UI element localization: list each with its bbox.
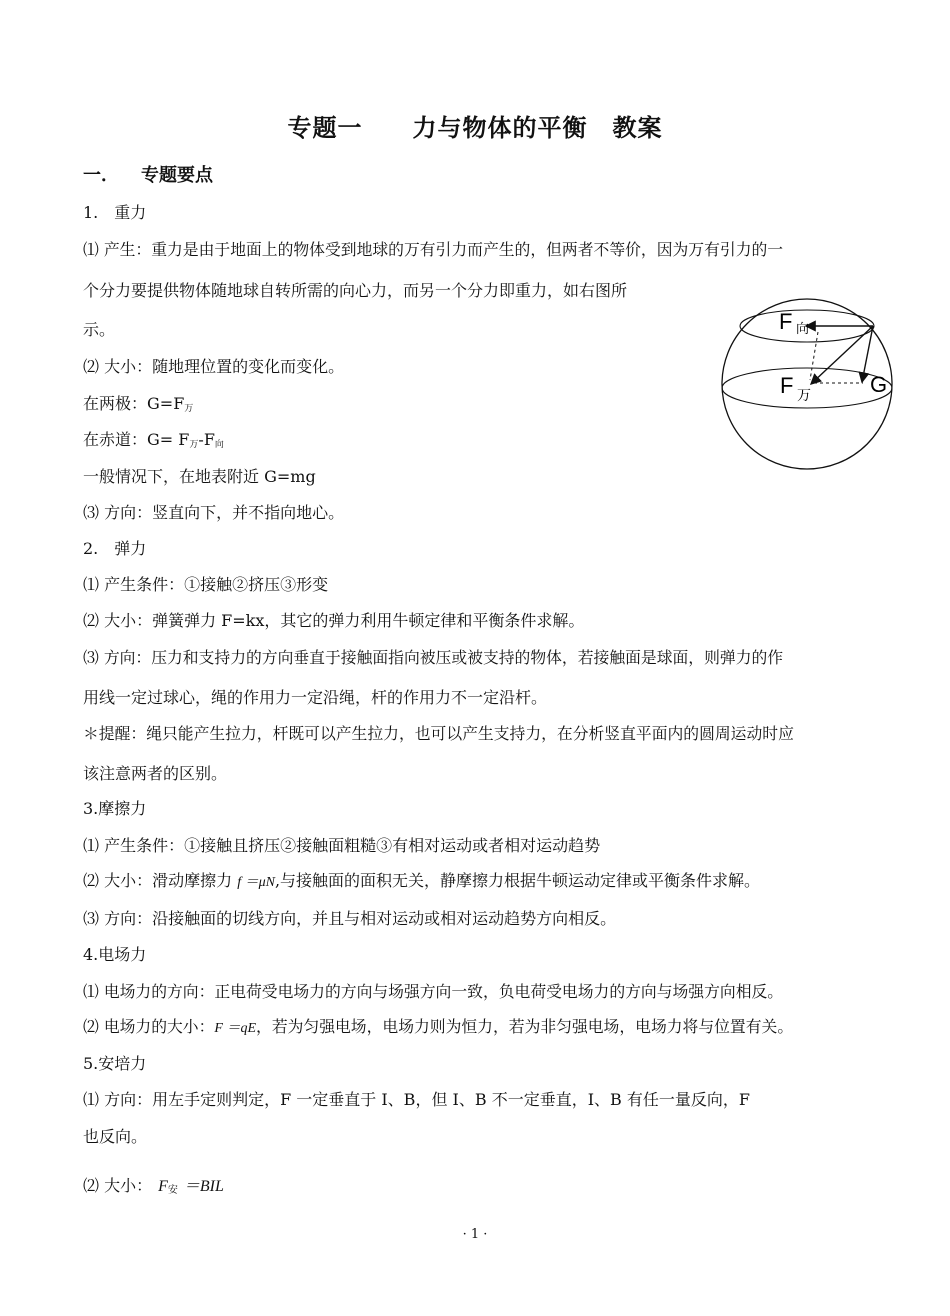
electric-formula: F ＝qE: [214, 1021, 257, 1036]
gravity-direction: ⑶ 方向：竖直向下，并不指向地心。: [83, 503, 345, 522]
friction-direction: ⑶ 方向：沿接触面的切线方向，并且与相对运动或相对运动趋势方向相反。: [83, 909, 617, 928]
friction-size-prefix: ⑵ 大小：滑动摩擦力: [83, 871, 238, 890]
electric-heading: 4.电场力: [83, 945, 147, 964]
electric-size: [83, 1017, 793, 1039]
ampere-direction-1: ⑴ 方向：用左手定则判定，F 一定垂直于 I、B，但 I、B 不一定垂直，I、B 有任一量反向，F: [83, 1090, 750, 1109]
electric-size-prefix: ⑵ 电场力的大小：: [83, 1017, 215, 1036]
equator-subscript-1: 万: [189, 440, 199, 450]
equator-minus: -F: [198, 430, 215, 449]
electric-size-suffix: ，若为匀强电场，电场力则为恒力，若为非匀强电场，电场力将与位置有关。: [256, 1017, 794, 1036]
gravity-pole: [83, 394, 193, 419]
electric-direction: ⑴ 电场力的方向：正电荷受电场力的方向与场强方向一致，负电荷受电场力的方向与场强方向相反。: [83, 982, 784, 1001]
elastic-direction-1: ⑶ 方向：压力和支持力的方向垂直于接触面指向被压或被支持的物体，若接触面是球面，则弹力的作: [83, 648, 784, 667]
gravity-general: 一般情况下，在地表附近 G=mg: [83, 467, 316, 486]
dashed-line-vertical: [810, 332, 818, 380]
section-label: 专题要点: [141, 165, 213, 186]
pole-formula: 在两极：G=F: [83, 394, 185, 413]
ampere-direction-2: 也反向。: [83, 1127, 148, 1146]
f-centripetal-label: F: [779, 309, 793, 334]
elastic-direction-2: 用线一定过球心，绳的作用力一定沿绳，杆的作用力不一定沿杆。: [83, 688, 548, 707]
equator-subscript-2: 向: [214, 440, 224, 450]
gravity-heading: 1. 重力: [83, 203, 147, 222]
gravity-size: ⑵ 大小：随地理位置的变化而变化。: [83, 357, 345, 376]
elastic-tip-2: 该注意两者的区别。: [83, 764, 228, 783]
equator-formula: 在赤道：G= F: [83, 430, 190, 449]
gravity-text-2: 个分力要提供物体随地球自转所需的向心力，而另一个分力即重力，如右图所: [83, 281, 628, 300]
ampere-size-prefix: ⑵ 大小：: [83, 1176, 153, 1195]
elastic-condition: ⑴ 产生条件：①接触②挤压③形变: [83, 575, 329, 594]
ampere-formula: ＝BIL: [183, 1178, 224, 1195]
friction-size: [83, 871, 760, 893]
friction-formula: f ＝μN: [237, 875, 275, 890]
page-number: · 1 ·: [462, 1227, 488, 1242]
friction-condition: ⑴ 产生条件：①接触且挤压②接触面粗糙③有相对运动或者相对运动趋势: [83, 836, 601, 855]
g-label: G: [870, 372, 888, 397]
pole-subscript: 万: [184, 404, 194, 414]
f-centripetal-subscript: 向: [796, 321, 810, 336]
gravity-text-1: ⑴ 产生：重力是由于地面上的物体受到地球的万有引力而产生的，但两者不等价，因为万有引力的一: [83, 240, 784, 259]
section-number: 一．: [83, 165, 119, 186]
gravity-equator: [83, 430, 224, 455]
gravity-text-3: 示。: [83, 320, 116, 339]
page-title: 专题一 力与物体的平衡 教案: [287, 114, 663, 142]
elastic-tip-1: ＊提醒：绳只能产生拉力，杆既可以产生拉力，也可以产生支持力，在分析竖直平面内的圆周运动时应: [83, 724, 794, 743]
f-gravitation-label: F: [780, 373, 794, 398]
ampere-size: [83, 1176, 224, 1201]
ampere-F: F: [158, 1178, 168, 1195]
earth-force-diagram: [718, 296, 908, 472]
friction-heading: 3.摩擦力: [83, 799, 147, 818]
elastic-size: ⑵ 大小：弹簧弹力 F=kx，其它的弹力利用牛顿定律和平衡条件求解。: [83, 611, 585, 630]
ampere-heading: 5.安培力: [83, 1054, 147, 1073]
elastic-heading: 2. 弹力: [83, 539, 147, 558]
f-gravitation-subscript: 万: [797, 387, 811, 403]
ampere-subscript: 安: [167, 1185, 178, 1196]
friction-size-suffix: ,与接触面的面积无关，静摩擦力根据牛顿运动定律或平衡条件求解。: [274, 871, 761, 890]
section-heading: [83, 166, 213, 186]
